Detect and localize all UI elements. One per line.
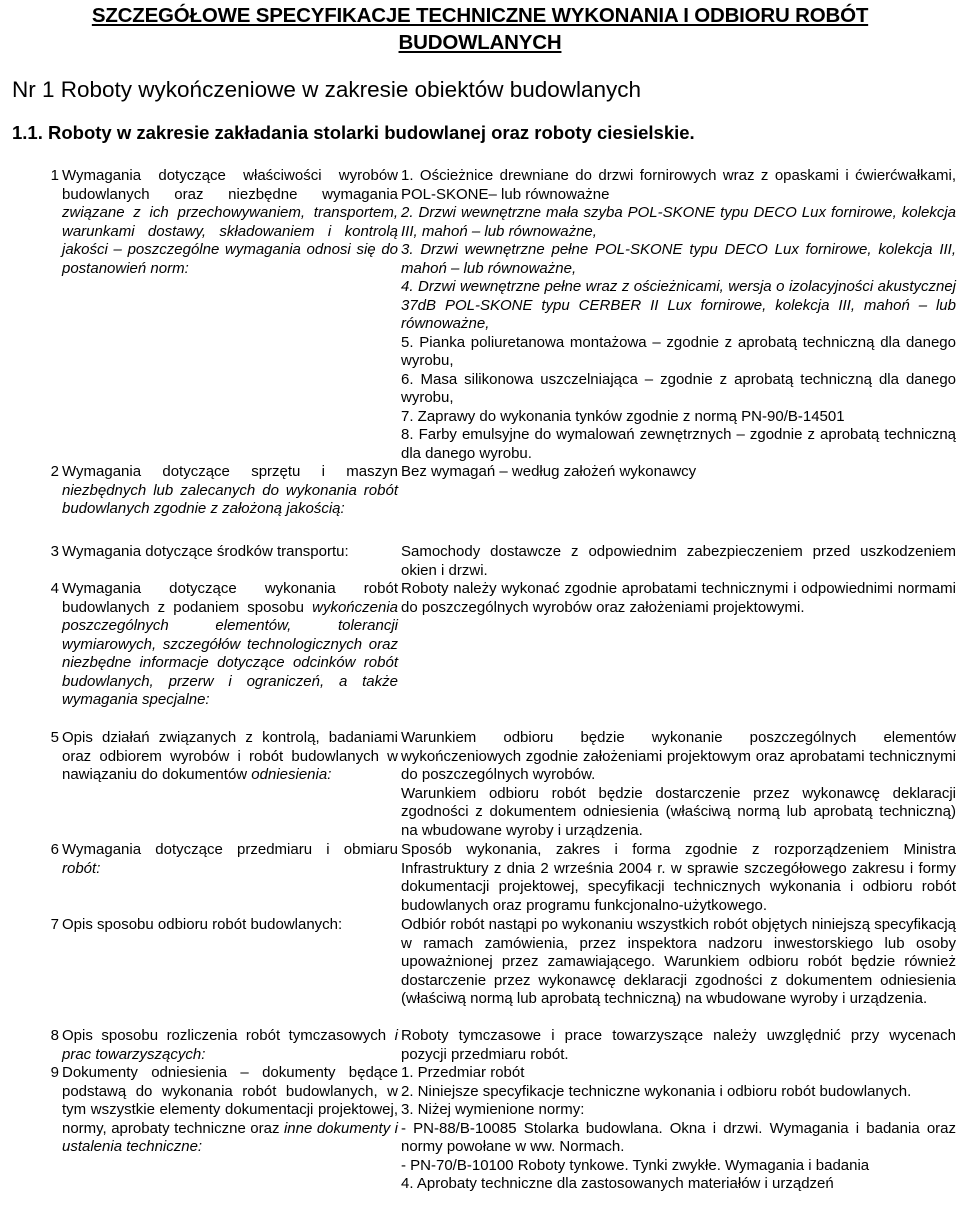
row-number: 6 [50, 841, 59, 858]
row-description [401, 1064, 956, 1214]
row-requirement [62, 1064, 401, 1214]
requirement-text-b: odniesienia: [251, 766, 332, 783]
description-item: 3. Drzwi wewnętrzne pełne POL-SKONE typu DECO Lux fornirowe, kolekcja III, mahoń – lub równoważne, [401, 241, 956, 277]
requirement-text-a: Wymagania dotyczące właściwości wyrobów budowlanych oraz niezbędne wymagania [62, 167, 398, 203]
row-description [401, 1027, 956, 1064]
row-number: 3 [50, 543, 59, 560]
description-item: 4. Drzwi wewnętrzne pełne wraz z ościeżnicami, wersja o izolacyjności akustycznej 37dB POL-SKONE typu CERBER II Lux fornirowe, kolekcja III, mahoń – lub równoważne, [401, 278, 956, 332]
table-row [0, 543, 960, 580]
requirement-text-a: Wymagania dotyczące wykonania robót budowlanych z podaniem sposobu [62, 580, 398, 616]
description-item: Sposób wykonania, zakres i forma zgodnie z rozporządzeniem Ministra Infrastruktury z dnia 2 września 2004 r. w sprawie szczegółowego zakresu i formy dokumentacji projektowej, specyfikacji technicznych wykonania i odbioru robót budowlanych oraz programu funkcjonalno-użytkowego. [401, 841, 956, 914]
description-item: Roboty tymczasowe i prace towarzyszące należy uwzględnić przy wycenach pozycji przedmiaru robót. [401, 1027, 956, 1063]
description-item: 2. Drzwi wewnętrzne mała szyba POL-SKONE typu DECO Lux fornirowe, kolekcja III, mahoń – lub równoważne, [401, 204, 956, 240]
requirement-text-a: Wymagania dotyczące przedmiaru i obmiaru [62, 841, 398, 858]
description-item: 4. Aprobaty techniczne dla zastosowanych materiałów i urządzeń [401, 1175, 834, 1192]
row-requirement [62, 543, 401, 580]
description-item: Roboty należy wykonać zgodnie aprobatami technicznymi i odpowiednimi normami do poszczególnych wyrobów oraz założeniami projektowymi. [401, 580, 956, 616]
row-description [401, 167, 956, 463]
document-title [0, 2, 960, 56]
requirement-text-a: Opis sposobu odbioru robót budowlanych: [62, 916, 343, 933]
row-number: 2 [50, 463, 59, 480]
requirement-text-a: Wymagania dotyczące sprzętu i maszyn [62, 463, 398, 480]
row-requirement [62, 729, 401, 841]
description-item: Samochody dostawcze z odpowiednim zabezpieczeniem przed uszkodzeniem okien i drzwi. [401, 543, 956, 579]
row-number: 1 [50, 167, 59, 184]
description-item: - PN-88/B-10085 Stolarka budowlana. Okna i drzwi. Wymagania i badania oraz normy powołane w ww. Normach. [401, 1119, 956, 1155]
section-heading: 1.1. Roboty w zakresie zakładania stolarki budowlanej oraz roboty ciesielskie. [12, 122, 695, 143]
row-description [401, 580, 956, 729]
requirement-text-a: Dokumenty odniesienia – dokumenty będące podstawą do wykonania robót budowlanych, w tym wszystkie elementy dokumentacji projektowej, normy, aprobaty techniczne oraz [62, 1064, 398, 1137]
row-requirement [62, 916, 401, 1027]
row-requirement [62, 580, 401, 729]
row-requirement [62, 1027, 401, 1064]
row-number: 4 [50, 580, 59, 597]
requirement-text-a: Opis sposobu rozliczenia robót tymczasowych [62, 1027, 387, 1044]
description-item: 2. Niniejsze specyfikacje techniczne wykonania i odbioru robót budowlanych. [401, 1082, 912, 1100]
row-description [401, 916, 956, 1027]
requirement-text-b: związane z ich przechowywaniem, transportem, warunkami dostawy, składowaniem i kontrolą jakości – poszczególne wymagania odnosi się do postanowień norm: [62, 204, 398, 277]
row-description [401, 841, 956, 916]
requirement-text-a: Opis działań związanych z kontrolą, badaniami oraz odbiorem wyrobów i robót budowlanych w nawiązaniu do dokumentów [62, 729, 398, 783]
row-requirement [62, 167, 401, 463]
requirement-text-b: robót: [62, 859, 101, 877]
description-item: 7. Zaprawy do wykonania tynków zgodnie z normą PN-90/B-14501 [401, 407, 845, 425]
row-number: 9 [50, 1064, 59, 1081]
table-row [0, 841, 960, 916]
description-item: 6. Masa silikonowa uszczelniająca – zgodnie z aprobatą techniczną dla danego wyrobu, [401, 370, 956, 406]
description-item: 8. Farby emulsyjne do wymalowań zewnętrznych – zgodnie z aprobatą techniczną dla danego wyrobu. [401, 426, 956, 462]
table-row [0, 167, 960, 463]
description-item: - PN-70/B-10100 Roboty tynkowe. Tynki zwykłe. Wymagania i badania [401, 1156, 870, 1174]
description-item: 3. Niżej wymienione normy: [401, 1101, 585, 1118]
requirement-text-b: i prac towarzyszących: [62, 1027, 399, 1063]
row-description [401, 729, 956, 841]
requirement-text-b: niezbędnych lub zalecanych do wykonania robót budowlanych zgodnie z założoną jakością: [62, 481, 398, 517]
table-row [0, 463, 960, 543]
table-row [0, 580, 960, 729]
description-item: Bez wymagań – według założeń wykonawcy [401, 463, 697, 480]
title-line-1: SZCZEGÓŁOWE SPECYFIKACJE TECHNICZNE WYKONANIA I ODBIORU ROBÓT [91, 4, 869, 27]
table-row [0, 729, 960, 841]
description-item: Warunkiem odbioru będzie wykonanie poszczególnych elementów wykończeniowych zgodnie założeniami projektowym oraz aprobatami technicznymi do poszczególnych wyrobów. [401, 729, 956, 783]
requirement-text-b: wykończenia poszczególnych elementów, tolerancji wymiarowych, szczegółów technologicznych oraz niezbędne informacje dotyczące odcinków robót budowlanych, przerw i ograniczeń, a także wymagania specjalne: [62, 598, 399, 708]
row-requirement [62, 841, 401, 916]
table-row [0, 1027, 960, 1064]
description-item: Odbiór robót nastąpi po wykonaniu wszystkich robót objętych niniejszą specyfikacją w ramach zamówienia, przez inspektora nadzoru inwestorskiego lub osoby upoważnionej przez zamawiającego. Warunkiem odbioru robót będzie również dostarczenie przez wykonawcę deklaracji zgodności z dokumentem odniesienia (właściwą normą lub aprobatą techniczną) na wbudowane wyroby i urządzenia. [401, 916, 956, 1007]
row-description [401, 543, 956, 580]
requirement-text-b: inne dokumenty i ustalenia techniczne: [62, 1119, 399, 1155]
table-row [0, 1064, 960, 1214]
row-number: 8 [50, 1027, 59, 1044]
row-number: 7 [50, 916, 59, 933]
row-description [401, 463, 956, 543]
requirement-text-a: Wymagania dotyczące środków transportu: [62, 543, 349, 560]
title-line-2: BUDOWLANYCH [398, 31, 562, 54]
description-item: 1. Ościeżnice drewniane do drzwi fornirowych wraz z opaskami i ćwierćwałkami, POL-SKONE– lub równoważne [401, 167, 956, 203]
specification-table [0, 167, 960, 1214]
row-requirement [62, 463, 401, 543]
description-item: 5. Pianka poliuretanowa montażowa – zgodnie z aprobatą techniczną dla danego wyrobu, [401, 333, 956, 369]
subtitle: Nr 1 Roboty wykończeniowe w zakresie obiektów budowlanych [12, 77, 642, 102]
row-number: 5 [50, 729, 59, 746]
description-item: Warunkiem odbioru robót będzie dostarczenie przez wykonawcę deklaracji zgodności z dokumentem odniesienia (właściwą normą lub aprobatą techniczną) na wbudowane wyroby i urządzenia. [401, 784, 956, 839]
table-row [0, 916, 960, 1027]
description-item: 1. Przedmiar robót [401, 1064, 525, 1081]
